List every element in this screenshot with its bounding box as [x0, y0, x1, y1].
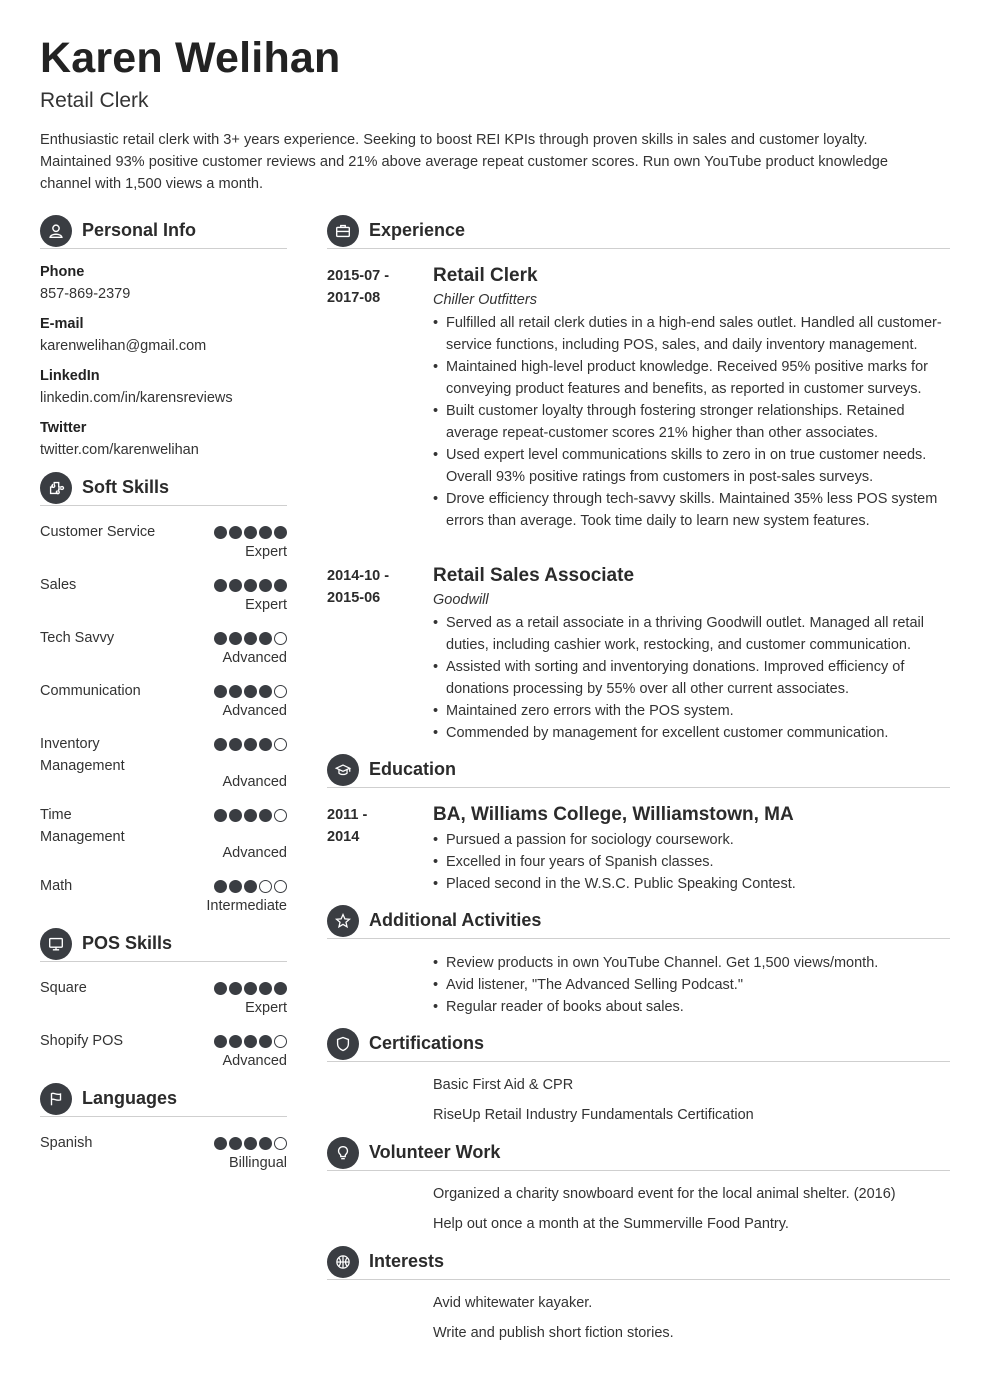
interest-item: Write and publish short fiction stories. [433, 1325, 674, 1341]
skill-rating [214, 685, 287, 698]
skill-name: Math [40, 878, 73, 894]
list-item: • Regular reader of books about sales. [433, 996, 953, 1018]
skill-rating [214, 738, 287, 751]
skill-rating [214, 1137, 287, 1150]
list-item: • Served as a retail associate in a thriving Goodwill outlet. Managed all retail duties, including cashier work, restocking, and customer communication. [433, 612, 953, 656]
skill-level: Advanced [222, 650, 287, 666]
skill-level: Advanced [222, 845, 287, 861]
rating-dot-filled [259, 738, 272, 751]
basketball-icon [327, 1246, 359, 1278]
rating-dot-filled [214, 685, 227, 698]
rating-dot-filled [214, 738, 227, 751]
rating-dot-filled [259, 632, 272, 645]
rating-dot-filled [229, 738, 242, 751]
resume-job-title: Retail Clerk [40, 89, 149, 112]
rating-dot-filled [229, 526, 242, 539]
list-item: • Pursued a passion for sociology coursework. [433, 829, 953, 851]
education-degree: BA, Williams College, Williamstown, MA [433, 804, 794, 825]
education-date-end: 2014 [327, 829, 360, 845]
job-date-end: 2015-06 [327, 590, 381, 606]
phone-label: Phone [40, 264, 85, 280]
activities-bullets [433, 952, 953, 1018]
section-title: Languages [82, 1088, 178, 1108]
rating-dot-filled [244, 1137, 257, 1150]
section-experience [327, 213, 950, 249]
certification-item: Basic First Aid & CPR [433, 1077, 574, 1093]
job-company: Goodwill [433, 592, 489, 608]
list-item: • Drove efficiency through tech-savvy skills. Maintained 35% less POS system errors than average. Took time daily to learn new system features. [433, 488, 953, 532]
rating-dot-filled [259, 809, 272, 822]
section-title: Additional Activities [369, 910, 542, 930]
section-education [327, 752, 950, 788]
skill-rating [214, 809, 287, 822]
rating-dot-empty [274, 738, 287, 751]
section-certifications [327, 1026, 950, 1062]
rating-dot-filled [259, 1035, 272, 1048]
list-item: • Maintained high-level product knowledge. Received 95% positive marks for conveying product features and benefits, as reported in customer surveys. [433, 356, 953, 400]
section-personal-info [40, 213, 287, 249]
list-item: • Placed second in the W.S.C. Public Speaking Contest. [433, 873, 953, 895]
linkedin-value[interactable]: linkedin.com/in/karensreviews [40, 390, 233, 406]
section-title: Experience [369, 220, 466, 240]
resume-summary: Enthusiastic retail clerk with 3+ years experience. Seeking to boost REI KPIs through proven skills in sales and customer loyalty. Maintained 93% positive customer reviews and 21% above average repeat customer scores. Run own YouTube product knowledge channel with 1,500 views a month. [40, 132, 889, 192]
rating-dot-filled [244, 982, 257, 995]
rating-dot-filled [244, 632, 257, 645]
rating-dot-filled [214, 1035, 227, 1048]
skill-level: Expert [245, 544, 287, 560]
rating-dot-filled [229, 880, 242, 893]
monitor-icon [40, 928, 72, 960]
skill-name: Spanish [40, 1135, 93, 1151]
skill-level: Billingual [228, 1155, 287, 1171]
skill-name: Communication [40, 683, 141, 699]
section-title: Interests [369, 1251, 445, 1271]
section-soft-skills [40, 470, 287, 506]
email-label: E-mail [40, 316, 84, 332]
section-volunteer-work [327, 1135, 950, 1171]
skill-name: Sales [40, 577, 77, 593]
skill-level: Intermediate [206, 898, 287, 914]
skill-rating [214, 1035, 287, 1048]
job-date-end: 2017-08 [327, 290, 381, 306]
list-item: • Assisted with sorting and inventorying donations. Improved efficiency of donations processing by 55% over all other current associates. [433, 656, 953, 700]
rating-dot-filled [214, 632, 227, 645]
skill-name: Inventory Management [40, 736, 125, 774]
person-icon [40, 215, 72, 247]
skill-rating [214, 982, 287, 995]
volunteer-item: Organized a charity snowboard event for the local animal shelter. (2016) [433, 1186, 896, 1202]
section-title: POS Skills [82, 933, 173, 953]
rating-dot-filled [244, 809, 257, 822]
rating-dot-filled [214, 982, 227, 995]
lightbulb-icon [327, 1137, 359, 1169]
skill-level: Advanced [222, 774, 287, 790]
rating-dot-filled [259, 1137, 272, 1150]
skill-level: Advanced [222, 703, 287, 719]
job-date-start: 2015-07 - [327, 268, 390, 284]
rating-dot-filled [214, 809, 227, 822]
list-item: • Maintained zero errors with the POS system. [433, 700, 953, 722]
email-value[interactable]: karenwelihan@gmail.com [40, 338, 207, 354]
rating-dot-filled [244, 579, 257, 592]
section-title: Soft Skills [82, 477, 170, 497]
rating-dot-filled [214, 1137, 227, 1150]
flag-icon [40, 1083, 72, 1115]
rating-dot-empty [274, 880, 287, 893]
skill-name: Shopify POS [40, 1033, 124, 1049]
list-item: • Avid listener, "The Advanced Selling Podcast." [433, 974, 953, 996]
linkedin-label: LinkedIn [40, 368, 100, 384]
rating-dot-filled [274, 982, 287, 995]
rating-dot-empty [259, 880, 272, 893]
phone-value: 857-869-2379 [40, 286, 131, 302]
rating-dot-filled [259, 579, 272, 592]
skill-rating [214, 579, 287, 592]
education-bullets [433, 829, 953, 895]
star-icon [327, 905, 359, 937]
rating-dot-filled [214, 526, 227, 539]
section-title: Personal Info [82, 220, 197, 240]
rating-dot-filled [229, 1137, 242, 1150]
briefcase-icon [327, 215, 359, 247]
list-item: • Review products in own YouTube Channel. Get 1,500 views/month. [433, 952, 953, 974]
puzzle-icon [40, 472, 72, 504]
job-company: Chiller Outfitters [433, 292, 537, 308]
list-item: • Excelled in four years of Spanish classes. [433, 851, 953, 873]
skill-name: Tech Savvy [40, 630, 115, 646]
section-languages [40, 1081, 287, 1117]
list-item: • Used expert level communications skills to zero in on true customer needs. Overall 93% positive ratings from customers in post-sales surveys. [433, 444, 953, 488]
skill-rating [214, 632, 287, 645]
shield-icon [327, 1028, 359, 1060]
rating-dot-filled [244, 1035, 257, 1048]
section-pos-skills [40, 926, 287, 962]
rating-dot-filled [229, 1035, 242, 1048]
skill-rating [214, 526, 287, 539]
rating-dot-filled [214, 880, 227, 893]
skill-rating [214, 880, 287, 893]
rating-dot-filled [229, 632, 242, 645]
job-bullets [433, 312, 953, 532]
graduation-cap-icon [327, 754, 359, 786]
rating-dot-filled [244, 685, 257, 698]
twitter-value[interactable]: twitter.com/karenwelihan [40, 442, 199, 458]
rating-dot-filled [214, 579, 227, 592]
list-item: • Commended by management for excellent customer communication. [433, 722, 953, 744]
twitter-label: Twitter [40, 420, 87, 436]
interest-item: Avid whitewater kayaker. [433, 1295, 593, 1311]
rating-dot-filled [229, 809, 242, 822]
job-bullets [433, 612, 953, 744]
skill-level: Expert [245, 597, 287, 613]
education-dates [327, 804, 417, 848]
job-role: Retail Clerk [433, 265, 538, 286]
rating-dot-empty [274, 632, 287, 645]
rating-dot-filled [259, 526, 272, 539]
job-date-start: 2014-10 - [327, 568, 390, 584]
job-role: Retail Sales Associate [433, 565, 635, 586]
rating-dot-filled [259, 982, 272, 995]
education-date-start: 2011 - [327, 807, 368, 823]
job-dates [327, 265, 417, 309]
skill-name: Customer Service [40, 524, 156, 540]
skill-level: Advanced [222, 1053, 287, 1069]
rating-dot-empty [274, 685, 287, 698]
rating-dot-empty [274, 1035, 287, 1048]
rating-dot-filled [274, 579, 287, 592]
section-interests [327, 1244, 950, 1280]
skill-name: Square [40, 980, 87, 996]
list-item: • Built customer loyalty through fostering stronger relationships. Retained average repeat-customer scores 21% higher than other associates. [433, 400, 953, 444]
rating-dot-empty [274, 809, 287, 822]
skill-name: Time Management [40, 807, 125, 845]
rating-dot-filled [244, 738, 257, 751]
rating-dot-filled [244, 880, 257, 893]
rating-dot-filled [229, 982, 242, 995]
job-dates [327, 565, 417, 609]
rating-dot-empty [274, 1137, 287, 1150]
certification-item: RiseUp Retail Industry Fundamentals Certification [433, 1107, 754, 1123]
rating-dot-filled [229, 579, 242, 592]
section-title: Education [369, 759, 457, 779]
rating-dot-filled [259, 685, 272, 698]
volunteer-item: Help out once a month at the Summerville Food Pantry. [433, 1216, 789, 1232]
section-title: Certifications [369, 1033, 485, 1053]
section-additional-activities [327, 903, 950, 939]
skill-level: Expert [245, 1000, 287, 1016]
list-item: • Fulfilled all retail clerk duties in a high-end sales outlet. Handled all customer-service functions, including POS, sales, and daily inventory management. [433, 312, 953, 356]
section-title: Volunteer Work [369, 1142, 501, 1162]
rating-dot-filled [229, 685, 242, 698]
resume-name: Karen Welihan [40, 34, 341, 82]
rating-dot-filled [244, 526, 257, 539]
rating-dot-filled [274, 526, 287, 539]
